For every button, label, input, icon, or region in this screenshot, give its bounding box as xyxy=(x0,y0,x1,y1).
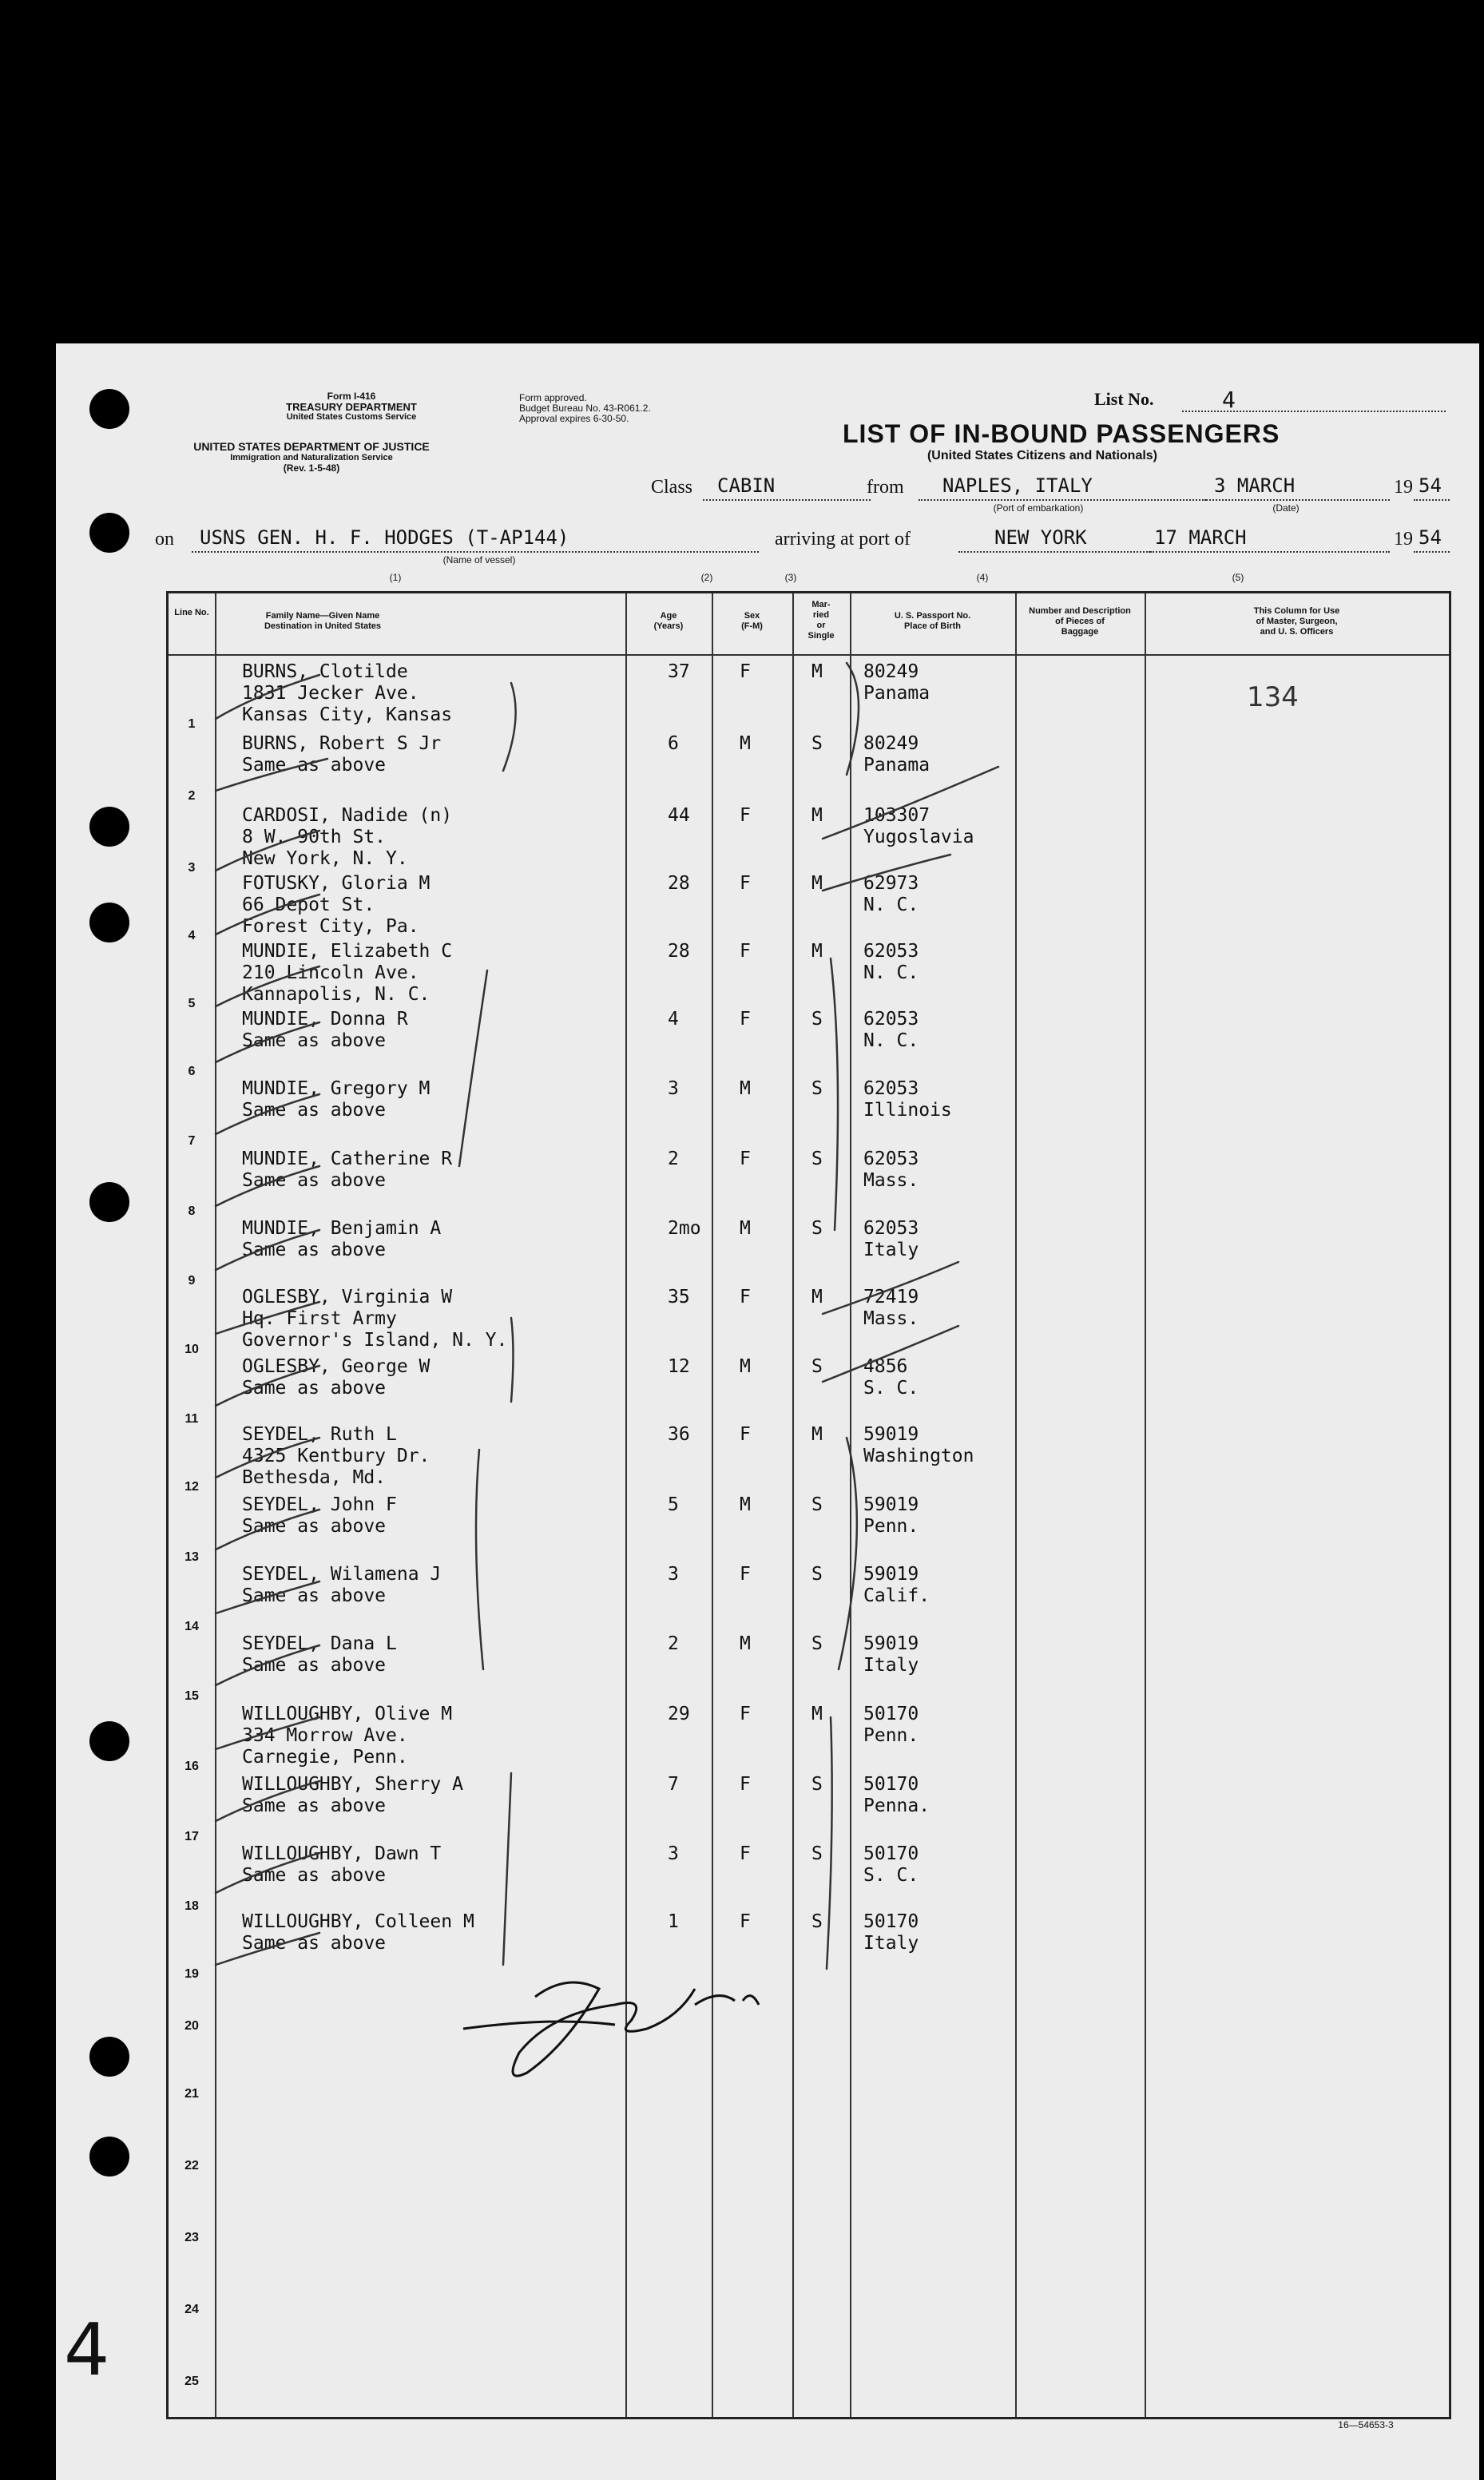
passenger-marital-status: M xyxy=(811,941,823,962)
port-of-embarkation: NAPLES, ITALY xyxy=(942,474,1093,497)
passport-and-birthplace: 62973 N. C. xyxy=(863,873,919,915)
revision: (Rev. 1-5-48) xyxy=(283,462,340,474)
year2-value: 54 xyxy=(1419,526,1442,549)
passenger-age: 4 xyxy=(668,1009,679,1030)
passenger-sex: M xyxy=(740,1218,751,1239)
passenger-sex: F xyxy=(740,1009,751,1030)
line-number: 23 xyxy=(185,2231,199,2244)
form-approval-3: Approval expires 6-30-50. xyxy=(519,413,629,424)
passenger-sex: F xyxy=(740,1424,751,1445)
arrival-port: NEW YORK xyxy=(994,526,1087,549)
class-label: Class xyxy=(651,477,693,498)
vessel-name: USNS GEN. H. F. HODGES (T-AP144) xyxy=(200,526,569,549)
passenger-marital-status: S xyxy=(811,1633,823,1654)
margin-mark: 4 xyxy=(64,2308,110,2392)
passenger-age: 5 xyxy=(668,1494,679,1515)
passenger-name-destination: BURNS, Robert S Jr Same as above xyxy=(242,733,442,776)
customs-service: United States Customs Service xyxy=(286,412,417,422)
passenger-sex: F xyxy=(740,1704,751,1724)
line-number: 8 xyxy=(188,1204,196,1218)
line-number: 16 xyxy=(185,1760,199,1773)
passenger-name-destination: WILLOUGHBY, Colleen M Same as above xyxy=(242,1911,474,1954)
passenger-sex: F xyxy=(740,1843,751,1864)
passenger-marital-status: S xyxy=(811,1564,823,1585)
passenger-marital-status: M xyxy=(811,873,823,894)
list-no-value: 4 xyxy=(1222,387,1236,413)
departure-date: 3 MARCH xyxy=(1214,474,1296,497)
passenger-age: 3 xyxy=(668,1843,679,1864)
passenger-marital-status: M xyxy=(811,1424,823,1445)
line-number: 2 xyxy=(188,789,196,803)
passenger-age: 28 xyxy=(668,941,690,962)
passport-and-birthplace: 4856 S. C. xyxy=(863,1356,919,1399)
passenger-age: 35 xyxy=(668,1287,690,1307)
line-number: 15 xyxy=(185,1689,199,1703)
passenger-age: 2 xyxy=(668,1149,679,1169)
passenger-name-destination: SEYDEL, Dana L Same as above xyxy=(242,1633,397,1676)
column-number: (4) xyxy=(976,572,989,583)
passenger-age: 1 xyxy=(668,1911,679,1932)
passenger-marital-status: M xyxy=(811,661,823,682)
passport-and-birthplace: 59019 Italy xyxy=(863,1633,919,1676)
year1-value: 54 xyxy=(1419,474,1442,497)
line-number: 7 xyxy=(188,1134,196,1148)
passenger-age: 6 xyxy=(668,733,679,754)
on-label: on xyxy=(155,529,174,550)
passenger-age: 29 xyxy=(668,1704,690,1724)
port-of-embarkation-caption: (Port of embarkation) xyxy=(993,502,1084,514)
passenger-sex: F xyxy=(740,1287,751,1307)
passport-and-birthplace: 59019 Washington xyxy=(863,1424,974,1466)
passenger-name-destination: WILLOUGHBY, Dawn T Same as above xyxy=(242,1843,442,1886)
form-number: Form I-416 xyxy=(327,391,376,402)
passenger-age: 3 xyxy=(668,1564,679,1585)
passenger-marital-status: S xyxy=(811,1843,823,1864)
passport-and-birthplace: 59019 Calif. xyxy=(863,1564,930,1606)
arrival-date: 17 MARCH xyxy=(1154,526,1247,549)
passport-and-birthplace: 50170 Italy xyxy=(863,1911,919,1954)
passenger-marital-status: S xyxy=(811,1218,823,1239)
line-number: 1 xyxy=(188,717,196,731)
passport-and-birthplace: 59019 Penn. xyxy=(863,1494,919,1537)
column-header-baggage: Number and Description of Pieces of Baggage xyxy=(1029,606,1131,637)
justice-department: UNITED STATES DEPARTMENT OF JUSTICE xyxy=(193,440,430,453)
passport-and-birthplace: 72419 Mass. xyxy=(863,1287,919,1329)
passenger-name-destination: OGLESBY, Virginia W Hq. First Army Governor's Island, N. Y. xyxy=(242,1287,508,1351)
column-header-name: Family Name—Given Name Destination in United States xyxy=(264,611,382,631)
arriving-label: arriving at port of xyxy=(775,529,911,550)
date-caption: (Date) xyxy=(1272,502,1299,514)
passenger-marital-status: S xyxy=(811,1149,823,1169)
line-number: 18 xyxy=(185,1899,199,1913)
passenger-sex: M xyxy=(740,733,751,754)
form-approval-1: Form approved. xyxy=(519,392,587,403)
from-label: from xyxy=(867,477,904,498)
column-header-married: Mar- ried or Single xyxy=(807,600,835,641)
line-number: 5 xyxy=(188,997,196,1010)
passenger-marital-status: S xyxy=(811,1911,823,1932)
line-number: 3 xyxy=(188,861,196,875)
passenger-sex: F xyxy=(740,1149,751,1169)
passenger-age: 3 xyxy=(668,1078,679,1099)
immigration-service: Immigration and Naturalization Service xyxy=(230,453,393,462)
passport-and-birthplace: 62053 N. C. xyxy=(863,1009,919,1051)
passenger-age: 2mo xyxy=(668,1218,701,1239)
passenger-sex: M xyxy=(740,1078,751,1099)
passenger-name-destination: MUNDIE, Elizabeth C 210 Lincoln Ave. Kannapolis, N. C. xyxy=(242,941,453,1005)
passport-and-birthplace: 62053 Illinois xyxy=(863,1078,952,1121)
passenger-name-destination: MUNDIE, Donna R Same as above xyxy=(242,1009,408,1051)
column-number: (5) xyxy=(1232,572,1244,583)
line-number: 21 xyxy=(185,2087,199,2101)
line-number: 25 xyxy=(185,2375,199,2388)
passenger-age: 12 xyxy=(668,1356,690,1377)
passenger-sex: M xyxy=(740,1356,751,1377)
passenger-marital-status: S xyxy=(811,1494,823,1515)
passenger-age: 36 xyxy=(668,1424,690,1445)
officer-note: 134 xyxy=(1247,681,1299,713)
column-number: (2) xyxy=(700,572,713,583)
passenger-sex: F xyxy=(740,1911,751,1932)
class-value: CABIN xyxy=(717,474,776,497)
form-approval-2: Budget Bureau No. 43-R061.2. xyxy=(519,403,651,414)
passenger-marital-status: M xyxy=(811,1704,823,1724)
passport-and-birthplace: 80249 Panama xyxy=(863,733,930,776)
passenger-name-destination: CARDOSI, Nadide (n) 8 W. 90th St. New York, N. Y. xyxy=(242,805,453,869)
passenger-sex: F xyxy=(740,661,751,682)
passport-and-birthplace: 80249 Panama xyxy=(863,661,930,704)
passenger-age: 7 xyxy=(668,1774,679,1795)
passenger-name-destination: SEYDEL, John F Same as above xyxy=(242,1494,397,1537)
column-number: (3) xyxy=(784,572,797,583)
passenger-age: 2 xyxy=(668,1633,679,1654)
pencil-check-marks xyxy=(56,343,1479,2480)
page-title: LIST OF IN-BOUND PASSENGERS xyxy=(843,419,1280,448)
line-number: 14 xyxy=(185,1620,199,1633)
passenger-name-destination: WILLOUGHBY, Olive M 334 Morrow Ave. Carnegie, Penn. xyxy=(242,1704,453,1768)
passenger-marital-status: S xyxy=(811,1774,823,1795)
passenger-sex: M xyxy=(740,1633,751,1654)
line-number: 10 xyxy=(185,1343,199,1356)
line-number: 24 xyxy=(185,2303,199,2316)
passenger-name-destination: SEYDEL, Wilamena J Same as above xyxy=(242,1564,442,1606)
column-header-sex: Sex (F-M) xyxy=(741,611,763,631)
passenger-age: 44 xyxy=(668,805,690,826)
document-sheet xyxy=(56,343,1479,2480)
passenger-sex: F xyxy=(740,805,751,826)
line-number: 22 xyxy=(185,2159,199,2172)
passport-and-birthplace: 50170 S. C. xyxy=(863,1843,919,1886)
passenger-marital-status: S xyxy=(811,1356,823,1377)
list-no-label: List No. xyxy=(1094,389,1154,409)
line-number: 12 xyxy=(185,1480,199,1494)
column-header-officers: This Column for Use of Master, Surgeon, and U. S. Officers xyxy=(1253,606,1340,637)
passenger-name-destination: MUNDIE, Gregory M Same as above xyxy=(242,1078,431,1121)
passenger-name-destination: SEYDEL, Ruth L 4325 Kentbury Dr. Bethesda, Md. xyxy=(242,1424,431,1488)
passport-and-birthplace: 50170 Penna. xyxy=(863,1774,930,1816)
passenger-sex: F xyxy=(740,1774,751,1795)
column-number: (1) xyxy=(389,572,402,583)
passenger-name-destination: OGLESBY, George W Same as above xyxy=(242,1356,431,1399)
line-number: 20 xyxy=(185,2019,199,2033)
line-number: 4 xyxy=(188,929,196,942)
line-number: 6 xyxy=(188,1065,196,1078)
column-header-passport: U. S. Passport No. Place of Birth xyxy=(894,611,971,631)
passport-and-birthplace: 103307 Yugoslavia xyxy=(863,805,974,847)
line-number: 17 xyxy=(185,1830,199,1843)
page-subtitle: (United States Citizens and Nationals) xyxy=(927,449,1158,462)
passenger-marital-status: S xyxy=(811,733,823,754)
passenger-sex: F xyxy=(740,941,751,962)
line-number: 11 xyxy=(185,1412,199,1426)
passenger-name-destination: BURNS, Clotilde 1831 Jecker Ave. Kansas City, Kansas xyxy=(242,661,453,725)
passport-and-birthplace: 62053 Italy xyxy=(863,1218,919,1260)
line-number: 19 xyxy=(185,1967,199,1981)
column-header-line-no: Line No. xyxy=(174,608,209,617)
passport-and-birthplace: 62053 N. C. xyxy=(863,941,919,983)
year1-prefix: 19 xyxy=(1394,477,1413,498)
passenger-marital-status: M xyxy=(811,1287,823,1307)
vessel-caption: (Name of vessel) xyxy=(442,554,516,565)
passenger-marital-status: S xyxy=(811,1078,823,1099)
passport-and-birthplace: 62053 Mass. xyxy=(863,1149,919,1191)
passenger-age: 28 xyxy=(668,873,690,894)
passenger-name-destination: MUNDIE, Catherine R Same as above xyxy=(242,1149,453,1191)
passenger-marital-status: M xyxy=(811,805,823,826)
passport-and-birthplace: 50170 Penn. xyxy=(863,1704,919,1746)
line-number: 9 xyxy=(188,1274,196,1288)
passenger-sex: M xyxy=(740,1494,751,1515)
passenger-marital-status: S xyxy=(811,1009,823,1030)
year2-prefix: 19 xyxy=(1394,529,1413,550)
passenger-age: 37 xyxy=(668,661,690,682)
column-header-age: Age (Years) xyxy=(653,611,684,631)
passenger-sex: F xyxy=(740,873,751,894)
footer-code: 16—54653-3 xyxy=(1338,2419,1394,2430)
passenger-name-destination: FOTUSKY, Gloria M 66 Depot St. Forest City, Pa. xyxy=(242,873,431,937)
passenger-name-destination: WILLOUGHBY, Sherry A Same as above xyxy=(242,1774,463,1816)
passenger-name-destination: MUNDIE, Benjamin A Same as above xyxy=(242,1218,442,1260)
line-number: 13 xyxy=(185,1550,199,1564)
passenger-sex: F xyxy=(740,1564,751,1585)
treasury-department: TREASURY DEPARTMENT xyxy=(286,401,417,413)
